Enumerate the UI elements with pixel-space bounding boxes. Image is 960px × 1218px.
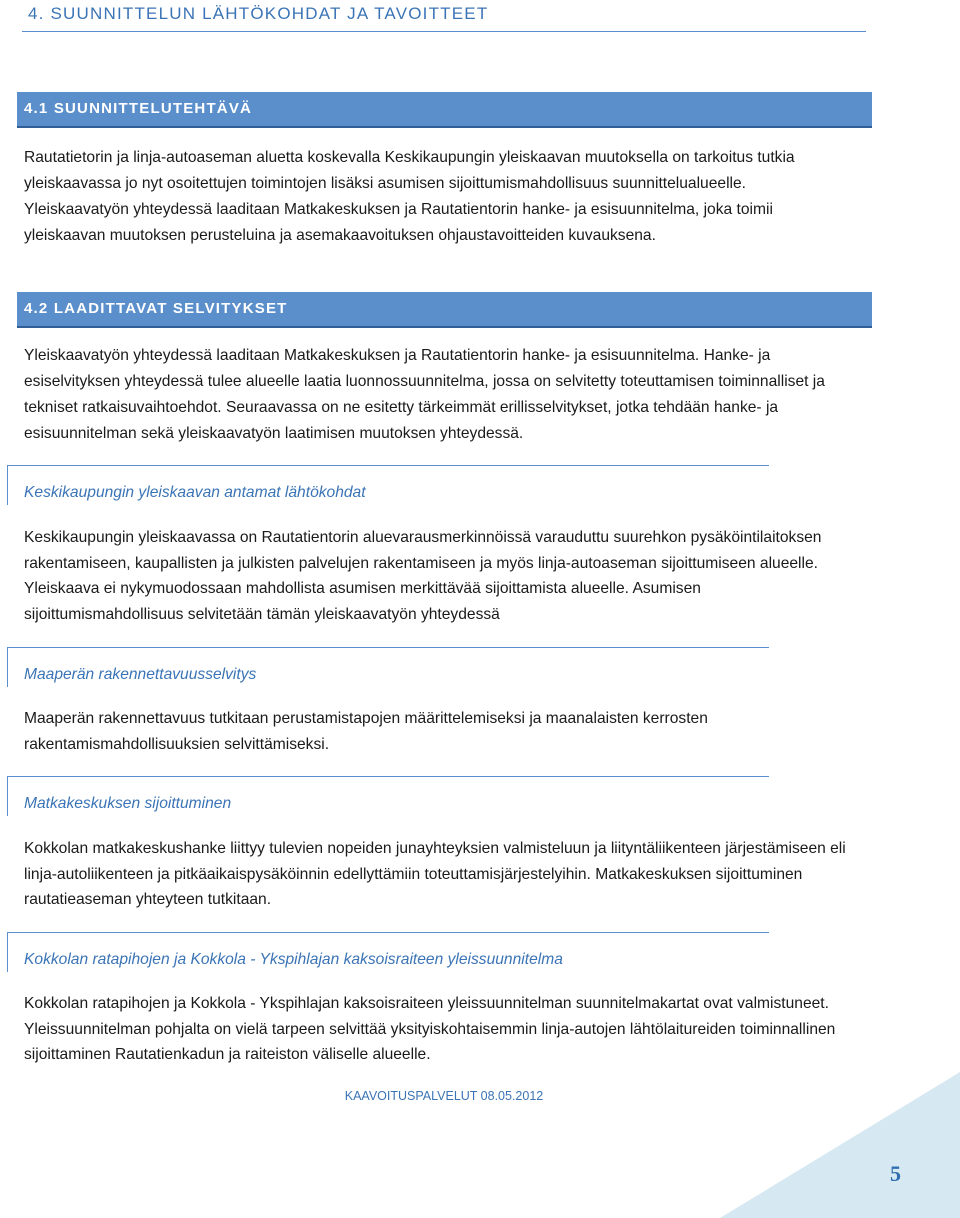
- subsection-paragraph: Keskikaupungin yleiskaavassa on Rautatientorin aluevarausmerkinnöissä varauduttu suurehkon pysäköintilaitoksen rakentamiseen, kaupallisten ja julkisten palvelujen rakentamiseen ja myös linja-autoaseman sijoittumiseen alueelle. Yleiskaava ei nykymuodossaan mahdollista asumisen merkittävää sijoittamista alueelle. Asumisen sijoittumismahdollisuus selvitetään tämän yleiskaavatyön yhteydessä: [24, 529, 822, 623]
- section-bar-4-2: 4.2 LAADITTAVAT SELVITYKSET: [17, 292, 872, 328]
- section-4-1-paragraph: Rautatietorin ja linja-autoaseman aluetta koskevalla Keskikaupungin yleiskaavan muutoksella on tarkoitus tutkia yleiskaavassa jo nyt osoitettujen toimintojen lisäksi asumisen sijoittumismahdollisuus suunnittelualueelle. Yleiskaavatyön yhteydessä laaditaan Matkakeskuksen ja Rautatientorin hanke- ja esisuunnitelma, joka toimii yleiskaavan muutoksen perusteluina ja asemakaavoituksen ohjaustavoitteiden kuvauksena.: [24, 149, 795, 244]
- subsection-paragraph: Maaperän rakennettavuus tutkitaan perustamistapojen määrittelemiseksi ja maanalaisten kerrosten rakentamismahdollisuuksien selvittämiseksi.: [24, 710, 708, 753]
- page-number: 5: [890, 1161, 901, 1186]
- corner-decoration: [720, 1072, 960, 1218]
- subsection-heading: Matkakeskuksen sijoittuminen: [24, 795, 232, 812]
- footer-note: KAAVOITUSPALVELUT 08.05.2012: [344, 1089, 544, 1103]
- subsection-heading: Maaperän rakennettavuusselvitys: [24, 666, 257, 683]
- chapter-rule: [22, 31, 866, 32]
- subsection-paragraph: Kokkolan matkakeskushanke liittyy tulevien nopeiden junayhteyksien valmisteluun ja liityntäliikenteen järjestämiseen eli linja-autoliikenteen ja pitkäaikaispysäköinnin edellyttämiin toteuttamisjärjestelyihin. Matkakeskuksen sijoittuminen rautatieaseman yhteyteen tutkitaan.: [24, 840, 846, 908]
- subsection-paragraph: Kokkolan ratapihojen ja Kokkola - Ykspihlajan kaksoisraiteen yleissuunnitelman suunnitelmakartat ovat valmistuneet. Yleissuunnitelman pohjalta on vielä tarpeen selvittää yksityiskohtaisemmin linja-autojen lähtölaitureiden toiminnallinen sijoittaminen Rautatienkadun ja raiteiston väliselle alueelle.: [24, 995, 836, 1063]
- subsection-heading: Keskikaupungin yleiskaavan antamat lähtökohdat: [24, 484, 366, 501]
- chapter-title: 4. SUUNNITTELUN LÄHTÖKOHDAT JA TAVOITTEET: [28, 4, 489, 23]
- corner-triangle-shape: [720, 1072, 960, 1218]
- subsection-heading: Kokkolan ratapihojen ja Kokkola - Ykspihlajan kaksoisraiteen yleissuunnitelma: [24, 951, 563, 968]
- section-bar-4-1: 4.1 SUUNNITTELUTEHTÄVÄ: [17, 92, 872, 128]
- section-4-2-paragraph: Yleiskaavatyön yhteydessä laaditaan Matkakeskuksen ja Rautatientorin hanke- ja esisuunnitelma. Hanke- ja esiselvityksen yhteydessä tulee alueelle laatia luonnossuunnitelma, jossa on selvitetty toteuttamisen toiminnalliset ja tekniset ratkaisuvaihtoehdot. Seuraavassa on ne esitetty tärkeimmät erillisselvitykset, jotka tehdään hanke- ja esisuunnitelman sekä yleiskaavatyön laatimisen muutoksen yhteydessä.: [24, 347, 825, 442]
